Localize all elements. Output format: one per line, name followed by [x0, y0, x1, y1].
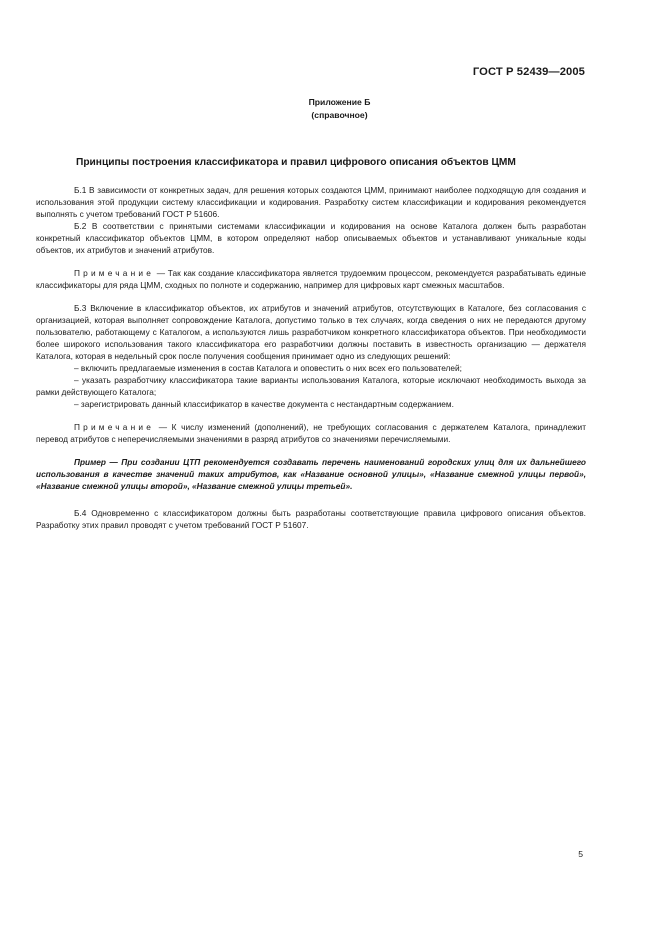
list-item: – указать разработчику классификатора такие варианты использования Каталога, которые исключают необходимость выхода за рамки действующего Каталога; [36, 375, 586, 397]
paragraph-b1: Б.1 В зависимости от конкретных задач, для решения которых создаются ЦММ, принимают наиболее подходящую для создания и использования этой продукции систему классификации и кодирования. Разработку систем классификации и кодирования рекомендуется выполнять с учетом требований ГОСТ Р 51606. [36, 185, 586, 219]
paragraph-b3: Б.3 Включение в классификатор объектов, их атрибутов и значений атрибутов, отсутствующих в Каталоге, без согласования с организацией, которая выполняет сопровождение Каталога, допустимо только в тех случаях, когда сведения о них не передаются другому пользователю, работающему с Каталогом, а используются лишь разработчиком конкретного классификатора объектов. При необходимости более широкого использования такого классификатора его разработчики должны поставить в известность организацию — держателя Каталога, которая в недельный срок после получения сообщения принимает одно из следующих решений: [36, 303, 586, 361]
note-label: Примечание [74, 422, 155, 432]
appendix-subtitle: (справочное) [311, 110, 368, 120]
appendix-title: Приложение Б [308, 97, 371, 107]
note-1 [36, 267, 586, 291]
section-title: Принципы построения классификатора и правил цифрового описания объектов ЦММ [76, 157, 516, 168]
body-text [36, 184, 586, 531]
note-label: Примечание [74, 268, 155, 278]
appendix-heading [0, 96, 661, 122]
note-2 [36, 421, 586, 445]
note-text: — К числу изменений (дополнений), не требующих согласования с держателем Каталога, принадлежит перевод атрибутов с неперечисляемыми значениями в разряд атрибутов со значениями перечисляемыми. [36, 422, 586, 444]
page-number: 5 [578, 849, 583, 859]
paragraph-b2: Б.2 В соответствии с принятыми системами классификации и кодирования на основе Каталога должен быть разработан конкретный классификатор объектов ЦММ, в котором определяют набор описываемых объектов и устанавливают уникальные коды объектов, их атрибутов и значений атрибутов. [36, 221, 586, 255]
list-item: – зарегистрировать данный классификатор в качестве документа с нестандартным содержанием. [74, 399, 454, 409]
standard-number: ГОСТ Р 52439—2005 [472, 66, 585, 78]
list-item: – включить предлагаемые изменения в состав Каталога и оповестить о них всех его пользователей; [74, 363, 462, 373]
note-text: — Так как создание классификатора является трудоемким процессом, рекомендуется разрабатывать единые классификаторы для ряда ЦММ, сходных по полноте и содержанию, например для цифровых карт смежных масштабов. [36, 268, 586, 290]
example-paragraph: Пример — При создании ЦТП рекомендуется создавать перечень наименований городских улиц для их дальнейшего использования в качестве значений таких атрибутов, как «Название основной улицы», «Название смежной улицы первой», «Название смежной улицы второй», «Название смежной улицы третьей». [36, 457, 586, 491]
paragraph-b4: Б.4 Одновременно с классификатором должны быть разработаны соответствующие правила цифрового описания объектов. Разработку этих правил проводят с учетом требований ГОСТ Р 51607. [36, 508, 586, 530]
